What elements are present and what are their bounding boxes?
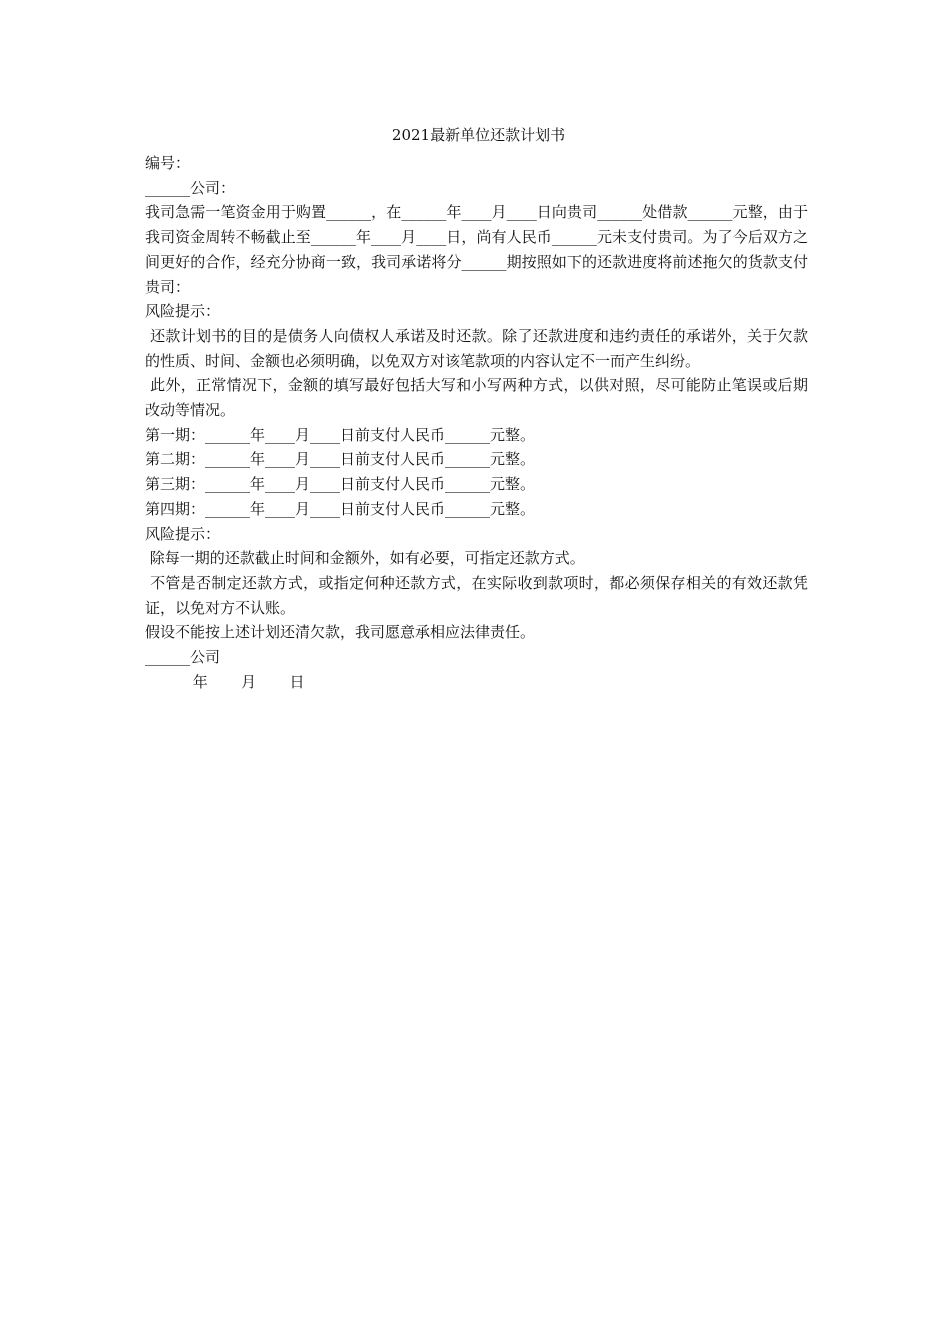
risk-2-paragraph-1: 除每一期的还款截止时间和金额外，如有必要，可指定还款方式。 — [145, 549, 585, 568]
signature-company: ______公司 — [145, 648, 221, 667]
risk-label-1: 风险提示： — [145, 302, 221, 321]
addressee: ______公司： — [145, 178, 236, 197]
document-title: 2021最新单位还款计划书 — [391, 126, 566, 144]
installment-4: 第四期：______年____月____日前支付人民币______元整。 — [145, 499, 536, 518]
installment-1: 第一期：______年____月____日前支付人民币______元整。 — [145, 425, 536, 444]
risk-2-paragraph-2: 不管是否制定还款方式，或指定何种还款方式，在实际收到款项时，都必须保存相关的有效还款凭证，以免对方不认账。 — [145, 573, 808, 617]
risk-1-paragraph-2: 此外，正常情况下，金额的填写最好包括大写和小写两种方式，以供对照，尽可能防止笔误或后期改动等情况。 — [145, 376, 808, 420]
signature-date: 年 月 日 — [145, 672, 305, 691]
installment-3: 第三期：______年____月____日前支付人民币______元整。 — [145, 475, 536, 494]
installment-2: 第二期：______年____月____日前支付人民币______元整。 — [145, 450, 536, 469]
number-label: 编号： — [145, 154, 191, 172]
intro-paragraph: 我司急需一笔资金用于购置______，在______年____月____日向贵司______处借款______元整，由于我司资金周转不畅截止至______年____月____日，尚有人民币______元未支付贵司。为了今后双方之间更好的合作，经充分协商一致，我司承诺将分______期按照如下的还款进度将前述拖欠的货款支付贵司： — [145, 203, 808, 296]
commitment-line: 假设不能按上述计划还清欠款，我司愿意承相应法律责任。 — [145, 623, 536, 642]
risk-1-paragraph-1: 还款计划书的目的是债务人向债权人承诺及时还款。除了还款进度和违约责任的承诺外，关于欠款的性质、时间、金额也必须明确，以免双方对该笔款项的内容认定不一而产生纠纷。 — [145, 326, 808, 370]
risk-label-2: 风险提示： — [145, 524, 221, 543]
